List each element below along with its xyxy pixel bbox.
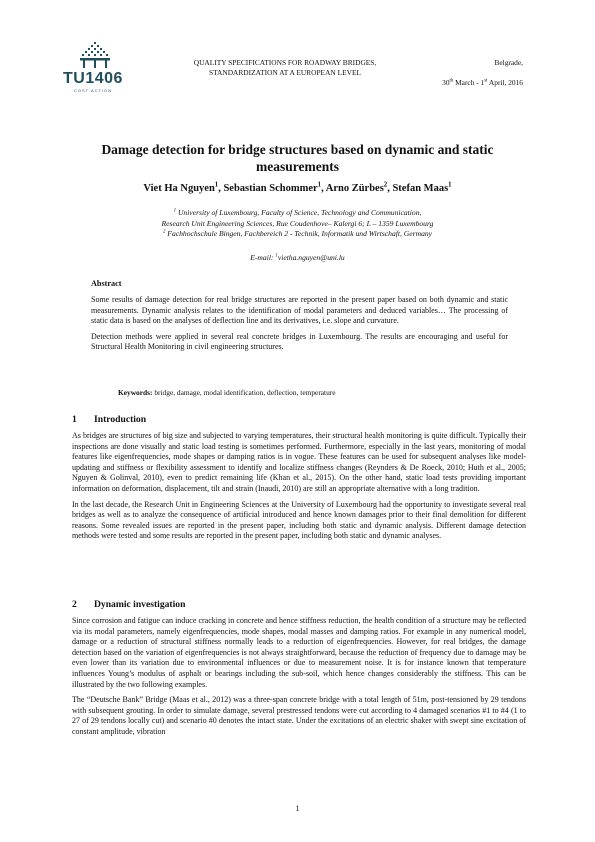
paragraph: Since corrosion and fatigue can induce cracking in concrete and hence stiffness reduction, the health condition of a structure may be reflected via its modal parameters, namely eigenfrequencies, mode shapes, modal masses and damping ratios. For example in any numerical model, damage or a reduction of structural stiffness normally leads to a reduction of eigenfrequencies. However, for real bridges, the damage detection based on the variation of eigenfrequencies is not always straightforward, because the reduction of frequency due to damage may be even lower than its variation due to environmental influences or due to measurement noise. It is for instance known that temperature influences Young’s modulus of asphalt or bearings including the sub-soil, which hence changes considerably the stiffness. This can be illustrated by the two following examples. (72, 616, 526, 689)
affiliations (70, 208, 525, 240)
paragraph: As bridges are structures of big size and subjected to varying temperatures, their structural health monitoring is quite difficult. Typically their inspections are done visually and static load testing is sometimes performed. Furthermore, especially in the last years, monitoring of modal features like eigenfrequencies, mode shapes or damping ratios is in vogue. These features can be used for subsequent analyses like model-updating and stiffness or flexibility assessment to identify and localize stiffness changes (Reynders & De Roeck, 2010; Huth et al., 2005; Nguyen & Golinval, 2010), even to predict remaining life (Khan et al., 2015). On the other hand, static load tests providing important information on deformation, displacement, tilt and strain (Inaudi, 2010) are still an appropriate alternative with a long tradition. (72, 431, 526, 493)
contact-email: E-mail: $^1$vietha.nguyen@uni.lu (250, 253, 345, 262)
section-heading-introduction: 1 Introduction (72, 414, 147, 425)
logo-subtext: COST ACTION (73, 88, 113, 93)
paragraph: In the last decade, the Research Unit in Engineering Sciences at the University of Luxembourg had the opportunity to investigate several real bridges as well as to analyze the consequence of artificial introduced and hence known damages prior to their final demolition for different reasons. Some revealed issues are reported in the present paper, including both static and dynamic analysis. Different damage detection methods were tested and some results are reported in the present paper, including both static and dynamic analyses. (72, 499, 526, 541)
author: Arno Zürbes (325, 183, 384, 194)
conference-info (442, 58, 523, 88)
affiliation-1-cont: Research Unit Engineering Sciences, Rue Coudenhove– Kalergi 6; L – 1359 Luxembourg (161, 218, 434, 228)
author: Viet Ha Nguyen (143, 183, 215, 194)
keywords-list: bridge, damage, modal identification, deflection, temperature (152, 388, 336, 397)
bridge-logo-icon (80, 42, 110, 70)
abstract-paragraph: Detection methods were applied in several real concrete bridges in Luxembourg. The results are encouraging and useful for Structural Health Monitoring in civil engineering structures. (91, 331, 508, 352)
section-heading-dynamic-investigation: 2 Dynamic investigation (72, 599, 186, 610)
abstract-body (91, 295, 508, 358)
section-body-dynamic-investigation (72, 616, 526, 743)
author: Sebastian Schommer (223, 183, 318, 194)
affiliation-1: $^1$ University of Luxembourg, Faculty of Science, Technology and Communication, (173, 208, 422, 217)
logo-wordmark: TU1406 (63, 70, 123, 87)
page-number: 1 (295, 804, 300, 813)
conference-date: 30th March - 1st April, 2016 (442, 78, 523, 87)
abstract-paragraph: Some results of damage detection for real bridge structures are reported in the present paper based on both dynamic and static measurements. Dynamic analysis relates to the identification of modal parameters and deduced variables… The processing of static data is based on the analyses of deflection line and its derivatives, i.e. slope and curvature. (91, 295, 508, 326)
affiliation-2: $^2$ Fachhochschule Bingen, Fachbereich 2 - Technik, Informatik und Wirtschaft, Germany (162, 229, 433, 238)
author: Stefan Maas (392, 183, 449, 194)
paragraph: The “Deutsche Bank” Bridge (Maas et al., 2012) was a three-span concrete bridge with a total length of 51m, post-tensioned by 29 tendons with subsequent grouting. In order to simulate damage, several prestressed tendons were cut according to 4 damaged scenarios #1 to #4 (1 to 27 of 29 tendons locally cut) and scenario #0 denotes the intact state. Under the excitations of an electric shaker with swept sine excitation of constant amplitude, vibration (72, 695, 526, 736)
running-header (160, 58, 410, 78)
abstract-heading: Abstract (91, 279, 122, 288)
keywords (118, 388, 336, 397)
keywords-label: Keywords: (118, 388, 153, 397)
section-body-introduction (72, 431, 526, 547)
author-list: Viet Ha Nguyen$^1$, Sebastian Schommer$^1$, Arno Zürbes$^2$, Stefan Maas$^1$ (143, 181, 452, 194)
conference-location: Belgrade, (494, 58, 523, 67)
running-header-line2: STANDARDIZATION AT A EUROPEAN LEVEL (208, 68, 361, 77)
tu1406-logo (60, 42, 126, 98)
running-header-line1: QUALITY SPECIFICATIONS FOR ROADWAY BRIDGES, (193, 58, 377, 67)
paper-title: Damage detection for bridge structures based on dynamic and static measurements (101, 142, 494, 174)
